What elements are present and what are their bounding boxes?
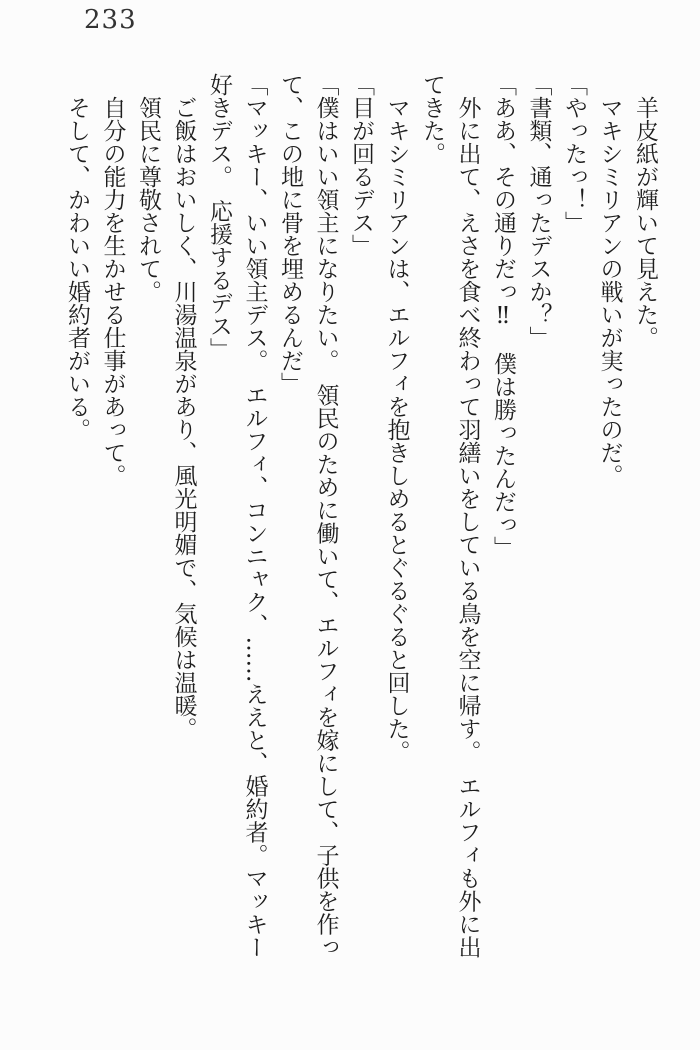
text-line: そして、かわいい婚約者がいる。 (64, 96, 90, 441)
text-line: てきた。 (419, 73, 445, 165)
text-line: て、この地に骨を埋めるんだ」 (277, 73, 303, 395)
text-line: 羊皮紙が輝いて見えた。 (632, 96, 658, 349)
text-line: 「やったっ！」 (561, 73, 587, 234)
text-line: 「僕はいい領主になりたい。 領民のために働いて、エルフィを嫁にして、子供を作っ (312, 73, 339, 959)
text-line: マキシミリアンは、エルフィを抱きしめるとぐるぐると回した。 (383, 96, 410, 763)
text-line: 好きデス。 応援するデス」 (206, 73, 232, 361)
text-line: 「ああ、その通りだっ‼ 僕は勝ったんだっ」 (490, 73, 516, 559)
text-line: 「書類、通ったデスか？」 (525, 73, 552, 349)
text-line: ご飯はおいしく、川湯温泉があり、風光明媚で、気候は温暖。 (170, 96, 197, 740)
text-line: 外に出て、えさを食べ終わって羽繕いをしている鳥を空に帰す。 エルフィも外に出 (454, 96, 481, 959)
text-block (59, 73, 663, 975)
text-line: マキシミリアンの戦いが実ったのだ。 (596, 96, 623, 487)
text-line: 領民に尊敬されて。 (135, 96, 161, 303)
text-line: 「目が回るデス」 (348, 73, 374, 257)
page-number: 233 (84, 5, 137, 35)
text-line: 「マッキー、いい領主デス。 エルフィ、コンニャク、……ええと、婚約者。マッキー (241, 73, 268, 959)
text-line: 自分の能力を生かせる仕事があって。 (99, 96, 126, 487)
